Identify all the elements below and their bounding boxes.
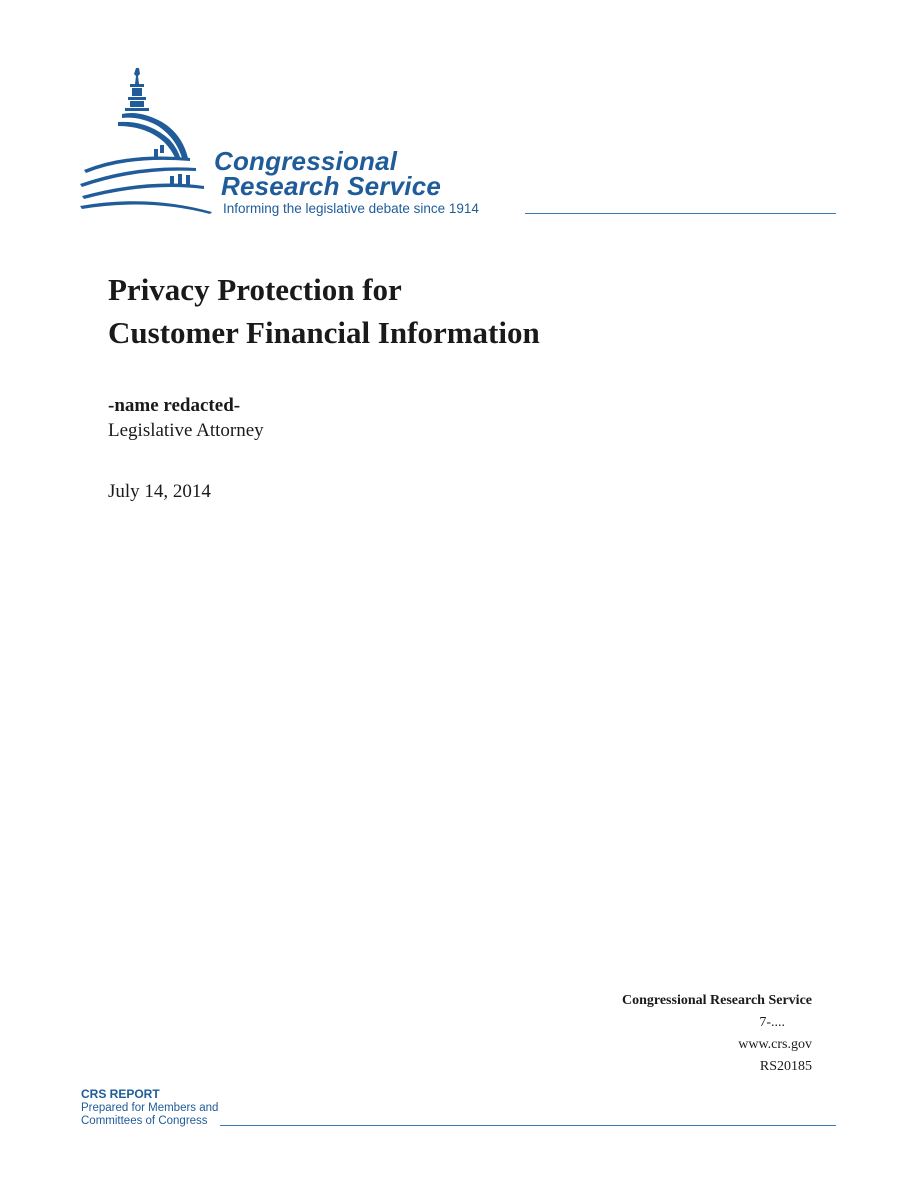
tagline-rule [525,213,836,214]
footer-committees-line: Committees of Congress [81,1115,208,1127]
report-date: July 14, 2014 [108,481,211,502]
crs-org-name: Congressional Research Service [621,993,812,1008]
logo-line-research-service: Research Service [221,171,442,201]
logo-tagline: Informing the legislative debate since 1914 [223,201,479,216]
report-number: RS20185 [759,1059,812,1074]
crs-website-link[interactable]: www.crs.gov [738,1037,812,1052]
author-block [108,393,264,443]
crs-report-footer [81,1088,218,1129]
report-title [108,268,540,354]
report-title-line-1: Privacy Protection for [108,272,402,307]
crs-contact-block [622,990,812,1078]
crs-logo [78,66,838,222]
footer-prepared-line: Prepared for Members and [81,1101,219,1114]
author-name: -name redacted- [108,395,241,416]
report-title-line-2: Customer Financial Information [108,315,540,350]
capitol-dome-icon [78,66,218,222]
footer-rule [220,1125,836,1126]
author-title: Legislative Attorney [108,420,264,441]
logo-line-congressional: Congressional [214,146,398,176]
footer-report-label: CRS REPORT [81,1087,160,1101]
crs-phone: 7-.... [759,1015,785,1030]
